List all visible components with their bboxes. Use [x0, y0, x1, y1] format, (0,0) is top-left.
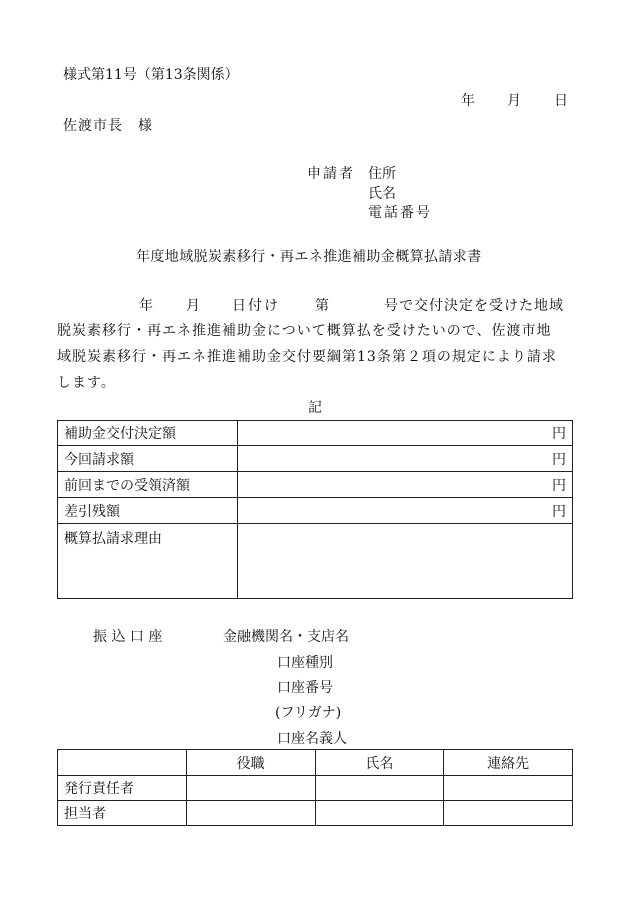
issuer-contact-cell[interactable]	[444, 776, 573, 801]
form-number: 様式第11号（第13条関係）	[63, 67, 239, 83]
header-contact: 連絡先	[444, 750, 573, 776]
amount-table	[57, 420, 573, 599]
row-label-issuer: 発行責任者	[58, 776, 187, 801]
ki-heading: 記	[308, 400, 322, 416]
header-blank	[58, 750, 187, 776]
applicant-phone-label: 電話番号	[368, 205, 432, 221]
body-line2: 脱炭素移行・再エネ推進補助金について概算払を受けたいので、佐渡市地	[57, 323, 552, 339]
row-label-person-in-charge: 担当者	[58, 801, 187, 826]
table-row	[58, 524, 573, 599]
body-line4: します。	[57, 375, 116, 391]
row-label-reason: 概算払請求理由	[58, 524, 238, 599]
reason-cell[interactable]	[237, 524, 572, 599]
applicant-label: 申請者	[307, 166, 355, 182]
table-row	[58, 498, 573, 524]
row-label-balance: 差引残額	[58, 498, 238, 524]
issuer-position-cell[interactable]	[186, 776, 315, 801]
person-name-cell[interactable]	[315, 801, 444, 826]
row-label-decision-amount: 補助金交付決定額	[58, 421, 238, 446]
yen-unit: 円	[552, 477, 566, 494]
body-dated: 日付け	[232, 298, 280, 314]
row-label-previous-received: 前回までの受領済額	[58, 472, 238, 498]
bank-label: 振 込 口 座	[93, 629, 163, 645]
table-row	[58, 472, 573, 498]
body-month: 月	[186, 298, 200, 314]
balance-cell[interactable]	[237, 498, 572, 524]
table-row	[58, 446, 573, 472]
body-year: 年	[139, 298, 153, 314]
yen-unit: 円	[552, 451, 566, 468]
body-dai: 第	[315, 298, 329, 314]
table-row	[58, 421, 573, 446]
issuer-name-cell[interactable]	[315, 776, 444, 801]
body-line3: 域脱炭素移行・再エネ推進補助金交付要綱第13条第２項の規定により請求	[57, 349, 557, 365]
bank-furigana-label: (フリガナ)	[275, 705, 342, 721]
bank-institution-label: 金融機関名・支店名	[223, 629, 349, 645]
applicant-name-label: 氏名	[368, 186, 396, 202]
bank-account-type-label: 口座種別	[277, 655, 333, 671]
decision-amount-cell[interactable]	[237, 421, 572, 446]
table-row	[58, 801, 573, 826]
current-request-cell[interactable]	[237, 446, 572, 472]
row-label-current-request: 今回請求額	[58, 446, 238, 472]
date-day: 日	[554, 93, 568, 109]
date-month: 月	[507, 93, 521, 109]
bank-holder-label: 口座名義人	[277, 731, 347, 747]
bank-account-number-label: 口座番号	[277, 680, 333, 696]
yen-unit: 円	[552, 426, 566, 442]
person-position-cell[interactable]	[186, 801, 315, 826]
person-contact-cell[interactable]	[444, 801, 573, 826]
body-line1-rest: 号で交付決定を受けた地域	[384, 298, 564, 314]
document-title: 年度地域脱炭素移行・再エネ推進補助金概算払請求書	[136, 249, 482, 265]
yen-unit: 円	[552, 503, 566, 520]
applicant-address-label: 住所	[368, 166, 396, 182]
previous-received-cell[interactable]	[237, 472, 572, 498]
addressee: 佐渡市長 様	[63, 118, 153, 134]
header-position: 役職	[186, 750, 315, 776]
table-row	[58, 750, 573, 776]
header-name: 氏名	[315, 750, 444, 776]
contact-table	[57, 749, 573, 826]
date-year: 年	[461, 93, 475, 109]
table-row	[58, 776, 573, 801]
